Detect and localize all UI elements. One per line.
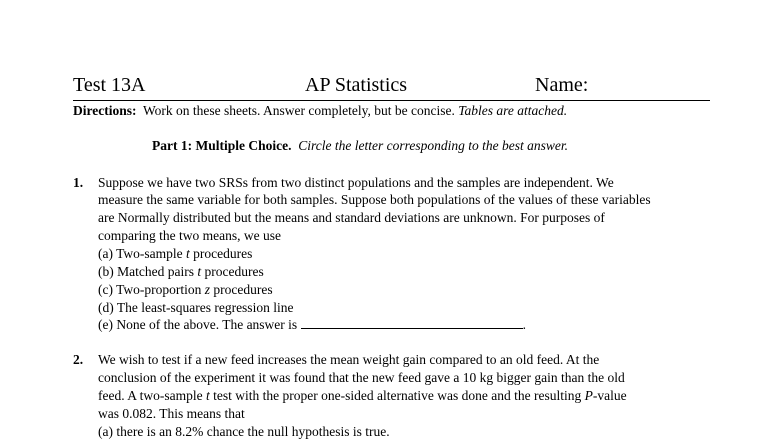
choice-text: procedures [189, 246, 253, 261]
directions-label: Directions: [73, 103, 137, 118]
q2-text: feed. A two-sample [98, 388, 206, 403]
choice-text: (a) Two-sample [98, 246, 187, 261]
q2-italic: t [205, 388, 210, 403]
choice-text: . [522, 317, 526, 332]
q1-line: comparing the two means, we use [98, 228, 281, 243]
q2-text: -value [592, 388, 627, 403]
choice-italic: t [197, 264, 202, 279]
part1-instruction: Circle the letter corresponding to the best answer. [298, 138, 568, 153]
q1-choice-a[interactable] [98, 246, 252, 262]
q1-line: are Normally distributed but the means and standard deviations are unknown. For purposes of [98, 210, 605, 225]
q2-italic: P [584, 388, 593, 403]
q1-choice-b[interactable] [98, 264, 264, 280]
q1-choice-c[interactable] [98, 282, 273, 298]
q2-text: test with the proper one-sided alternative was done and the resulting [209, 388, 585, 403]
answer-blank[interactable] [301, 317, 523, 329]
q2-line: was 0.082. This means that [98, 406, 245, 421]
choice-text: (e) None of the above. The answer is [98, 317, 298, 332]
choice-text: (c) Two-proportion [98, 282, 205, 297]
part1-heading [152, 138, 568, 154]
q1-line: measure the same variable for both samples. Suppose both populations of the values of these variables [98, 192, 651, 207]
directions-text: Work on these sheets. Answer completely, but be concise. [143, 103, 455, 118]
choice-text: (b) Matched pairs [98, 264, 198, 279]
q1-number: 1. [73, 175, 84, 190]
choice-text: procedures [210, 282, 273, 297]
choice-text: procedures [201, 264, 264, 279]
q1-choice-d[interactable]: (d) The least-squares regression line [98, 300, 294, 315]
q2-number: 2. [73, 352, 84, 367]
test-title: Test 13A [73, 74, 146, 96]
directions [73, 103, 567, 119]
q2-line: conclusion of the experiment it was found that the new feed gave a 10 kg bigger gain than the old [98, 370, 625, 385]
q2-line [98, 388, 627, 404]
part1-label: Part 1: Multiple Choice. [152, 138, 292, 153]
header-rule [73, 100, 710, 101]
q1-line: Suppose we have two SRSs from two distinct populations and the samples are independent. We [98, 175, 614, 190]
choice-italic: z [204, 282, 211, 297]
q2-choice-a[interactable]: (a) there is an 8.2% chance the null hypothesis is true. [98, 424, 390, 439]
q2-line: We wish to test if a new feed increases the mean weight gain compared to an old feed. At the [98, 352, 600, 367]
name-label: Name: [535, 74, 589, 96]
q1-choice-e[interactable] [98, 317, 526, 333]
directions-italic: Tables are attached. [458, 103, 568, 118]
course-title: AP Statistics [305, 74, 408, 96]
choice-italic: t [186, 246, 190, 261]
